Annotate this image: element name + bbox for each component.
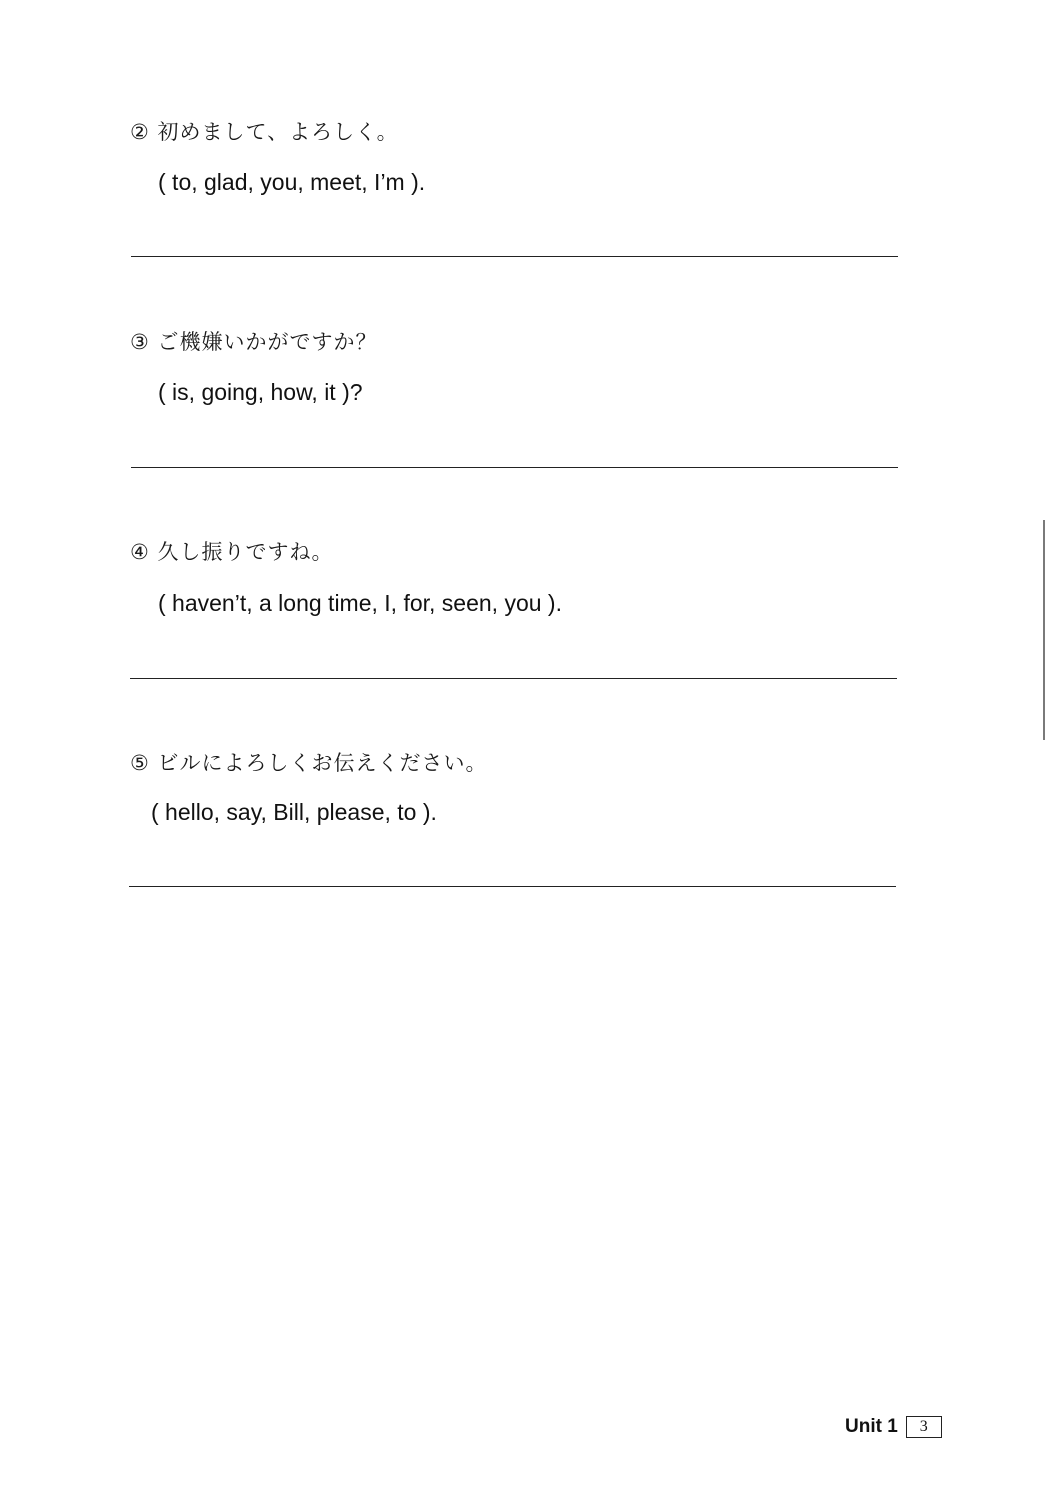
japanese-prompt: ③ ご機嫌いかがですか？	[130, 330, 378, 354]
word-list: ( haven’t, a long time, I, for, seen, you ).	[158, 590, 562, 616]
unit-label: Unit 1	[845, 1416, 898, 1437]
page-edge-shadow	[1043, 520, 1045, 740]
word-list: ( to, glad, you, meet, I’m ).	[158, 169, 426, 195]
answer-line[interactable]	[130, 678, 897, 679]
page-footer	[845, 1414, 942, 1440]
word-list: ( is, going, how, it )?	[158, 379, 363, 405]
answer-line[interactable]	[131, 256, 898, 257]
answer-line[interactable]	[131, 467, 898, 468]
japanese-prompt: ② 初めまして、よろしく。	[130, 120, 399, 144]
japanese-prompt: ④ 久し振りですね。	[130, 540, 334, 564]
japanese-prompt: ⑤ ビルによろしくお伝えください。	[130, 751, 488, 775]
answer-line[interactable]	[129, 886, 896, 887]
page-number-box: 3	[906, 1416, 942, 1438]
word-list: ( hello, say, Bill, please, to ).	[151, 799, 437, 825]
